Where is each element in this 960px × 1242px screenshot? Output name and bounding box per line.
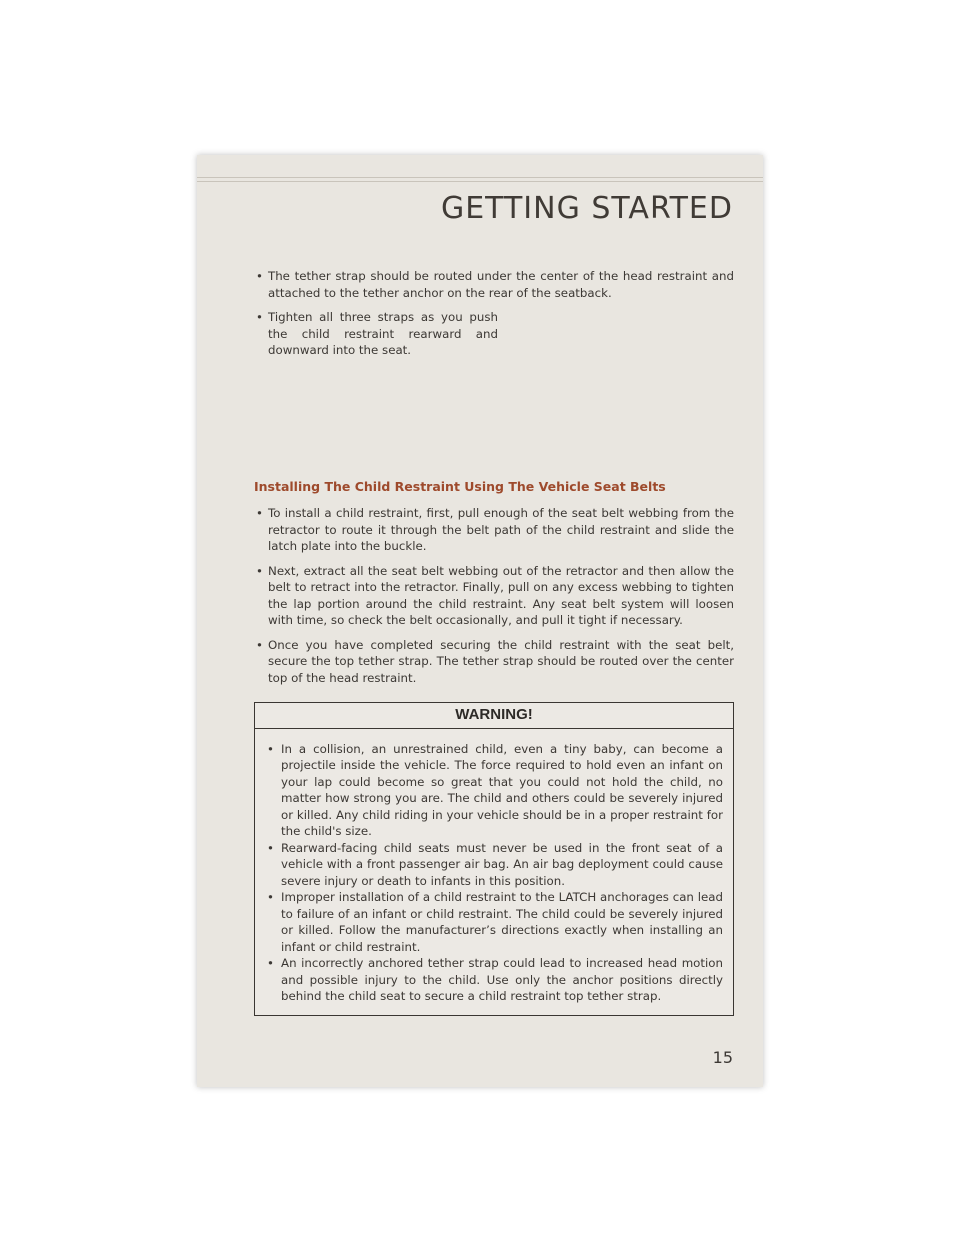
instruction-bullet: • Next, extract all the seat belt webbing out of the retractor and then allow the belt to retract into the retractor. Finally, pull on any excess webbing to tighten the lap portion around the child restraint. Any seat belt system will loosen with time, so check the belt occasionally, and pull it tight if necessary. (256, 563, 734, 627)
section-title: GETTING STARTED (440, 191, 733, 226)
warning-body (255, 729, 733, 1015)
instruction-bullet: • To install a child restraint, first, pull enough of the seat belt webbing from the retractor to route it through the belt path of the child restraint and slide the latch plate into the buckle. (256, 506, 734, 553)
instruction-bullet: • Once you have completed securing the child restraint with the seat belt, secure the top tether strap. The tether strap should be routed over the center top of the head restraint. (256, 637, 734, 685)
manual-page (197, 155, 763, 1087)
warning-bullet: • An incorrectly anchored tether strap could lead to increased head motion and possible injury to the child. Use only the anchor positions directly behind the child seat to secure a child restraint top tether strap. (267, 956, 723, 1003)
intro-bullet: • The tether strap should be routed under the center of the head restraint and attached to the tether anchor on the rear of the seatback. (256, 269, 734, 300)
warning-bullet: • Improper installation of a child restraint to the LATCH anchorages can lead to failure of an infant or child restraint. The child could be severely injured or killed. Follow the manufacturer’s directions exactly when installing an infant or child restraint. (267, 890, 723, 954)
warning-bullet: • In a collision, an unrestrained child, even a tiny baby, can become a projectile inside the vehicle. The force required to hold even an infant on your lap could become so great that you could not hold the child, no matter how strong you are. The child and others could be severely injured or killed. Any child riding in your vehicle should be in a proper restraint for the child's size. (267, 741, 723, 838)
warning-box (254, 702, 734, 1016)
subsection-title: Installing The Child Restraint Using The Vehicle Seat Belts (254, 478, 666, 494)
page-content (254, 268, 734, 1016)
page-number: 15 (712, 1048, 733, 1067)
warning-bullet: • Rearward-facing child seats must never be used in the front seat of a vehicle with a front passenger air bag. An air bag deployment could cause severe injury or death to infants in this position. (267, 840, 723, 888)
figure-area (254, 367, 734, 479)
header-rule (197, 177, 763, 182)
warning-title: WARNING! (255, 703, 733, 729)
intro-bullet: • Tighten all three straps as you push the child restraint rearward and downward into the seat. (256, 310, 498, 357)
